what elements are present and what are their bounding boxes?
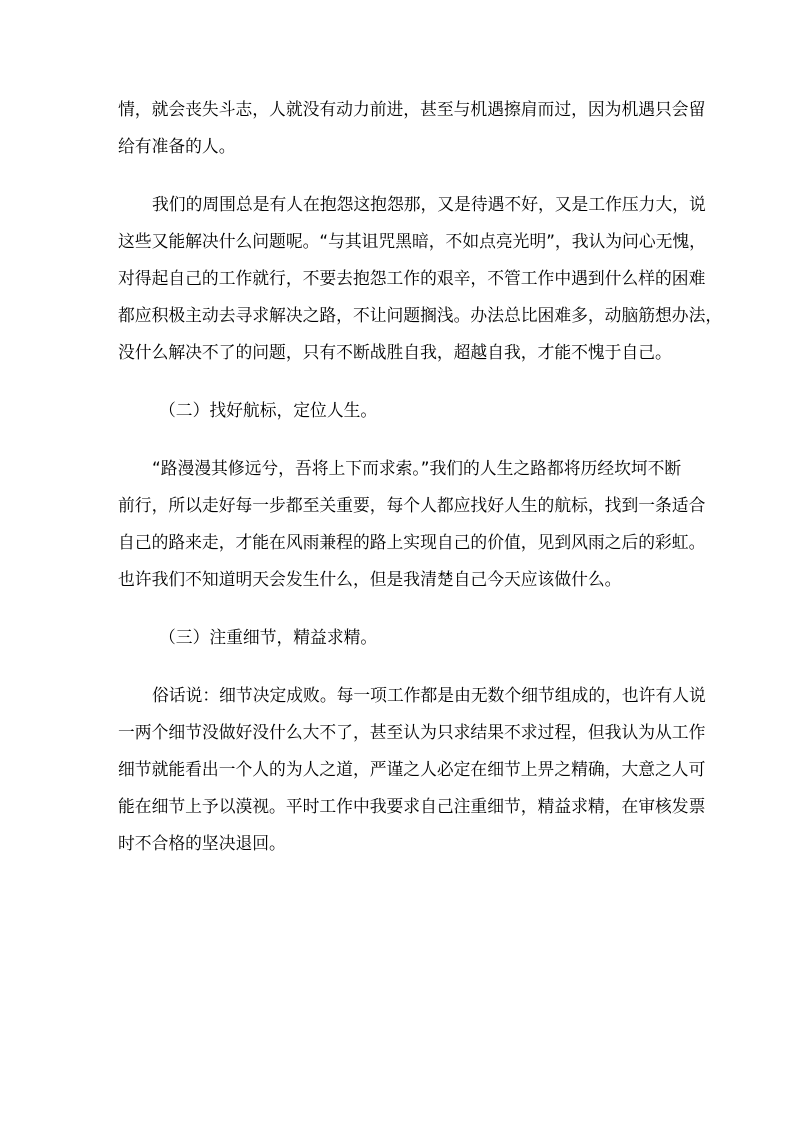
text-line: 细节就能看出一个人的为人之道，严谨之人必定在细节上畀之精确，大意之人可 xyxy=(118,759,706,779)
text-line: 能在细节上予以漠视。平时工作中我要求自己注重细节，精益求精，在审核发票 xyxy=(118,796,706,816)
text-line: 自己的路来走，才能在风雨兼程的路上实现自己的价值，见到风雨之后的彩虹。 xyxy=(118,532,706,552)
section-heading-text: （三）注重细节，精益求精。 xyxy=(159,627,378,647)
paragraph xyxy=(118,458,706,590)
section-heading xyxy=(118,627,682,648)
text-line: 这些又能解决什么问题呢。“与其诅咒黑暗，不如点亮光明”，我认为问心无愧， xyxy=(118,231,706,251)
text-line: 我们的周围总是有人在抱怨这抱怨那，又是待遇不好，又是工作压力大，说 xyxy=(152,194,706,214)
text-line: 对得起自己的工作就行，不要去抱怨工作的艰辛，不管工作中遇到什么样的困难 xyxy=(118,268,706,288)
paragraph xyxy=(118,194,723,363)
section-heading xyxy=(118,400,682,421)
text-line: 一两个细节没做好没什么大不了，甚至认为只求结果不求过程，但我认为从工作 xyxy=(118,722,706,742)
text-line: 前行，所以走好每一步都至关重要，每个人都应找好人生的航标，找到一条适合 xyxy=(118,495,706,515)
section-heading-text: （二）找好航标，定位人生。 xyxy=(159,400,378,420)
text-line: 也许我们不知道明天会发生什么，但是我清楚自己今天应该做什么。 xyxy=(118,569,622,589)
text-line: 都应积极主动去寻求解决之路，不让问题搁浅。办法总比困难多，动脑筋想办法， xyxy=(118,305,723,325)
text-line: 没什么解决不了的问题，只有不断战胜自我，超越自我，才能不愧于自己。 xyxy=(118,342,672,362)
paragraph xyxy=(118,685,706,854)
text-line: “路漫漫其修远兮，吾将上下而求索。”我们的人生之路都将历经坎坷不断 xyxy=(152,458,682,478)
text-line: 俗话说：细节决定成败。每一项工作都是由无数个细节组成的，也许有人说 xyxy=(152,685,706,705)
text-line: 时不合格的坚决退回。 xyxy=(118,833,286,853)
text-line: 给有准备的人。 xyxy=(118,136,236,156)
paragraph xyxy=(118,99,706,157)
document-page xyxy=(118,99,723,854)
text-line: 情，就会丧失斗志，人就没有动力前进，甚至与机遇擦肩而过，因为机遇只会留 xyxy=(118,99,706,119)
